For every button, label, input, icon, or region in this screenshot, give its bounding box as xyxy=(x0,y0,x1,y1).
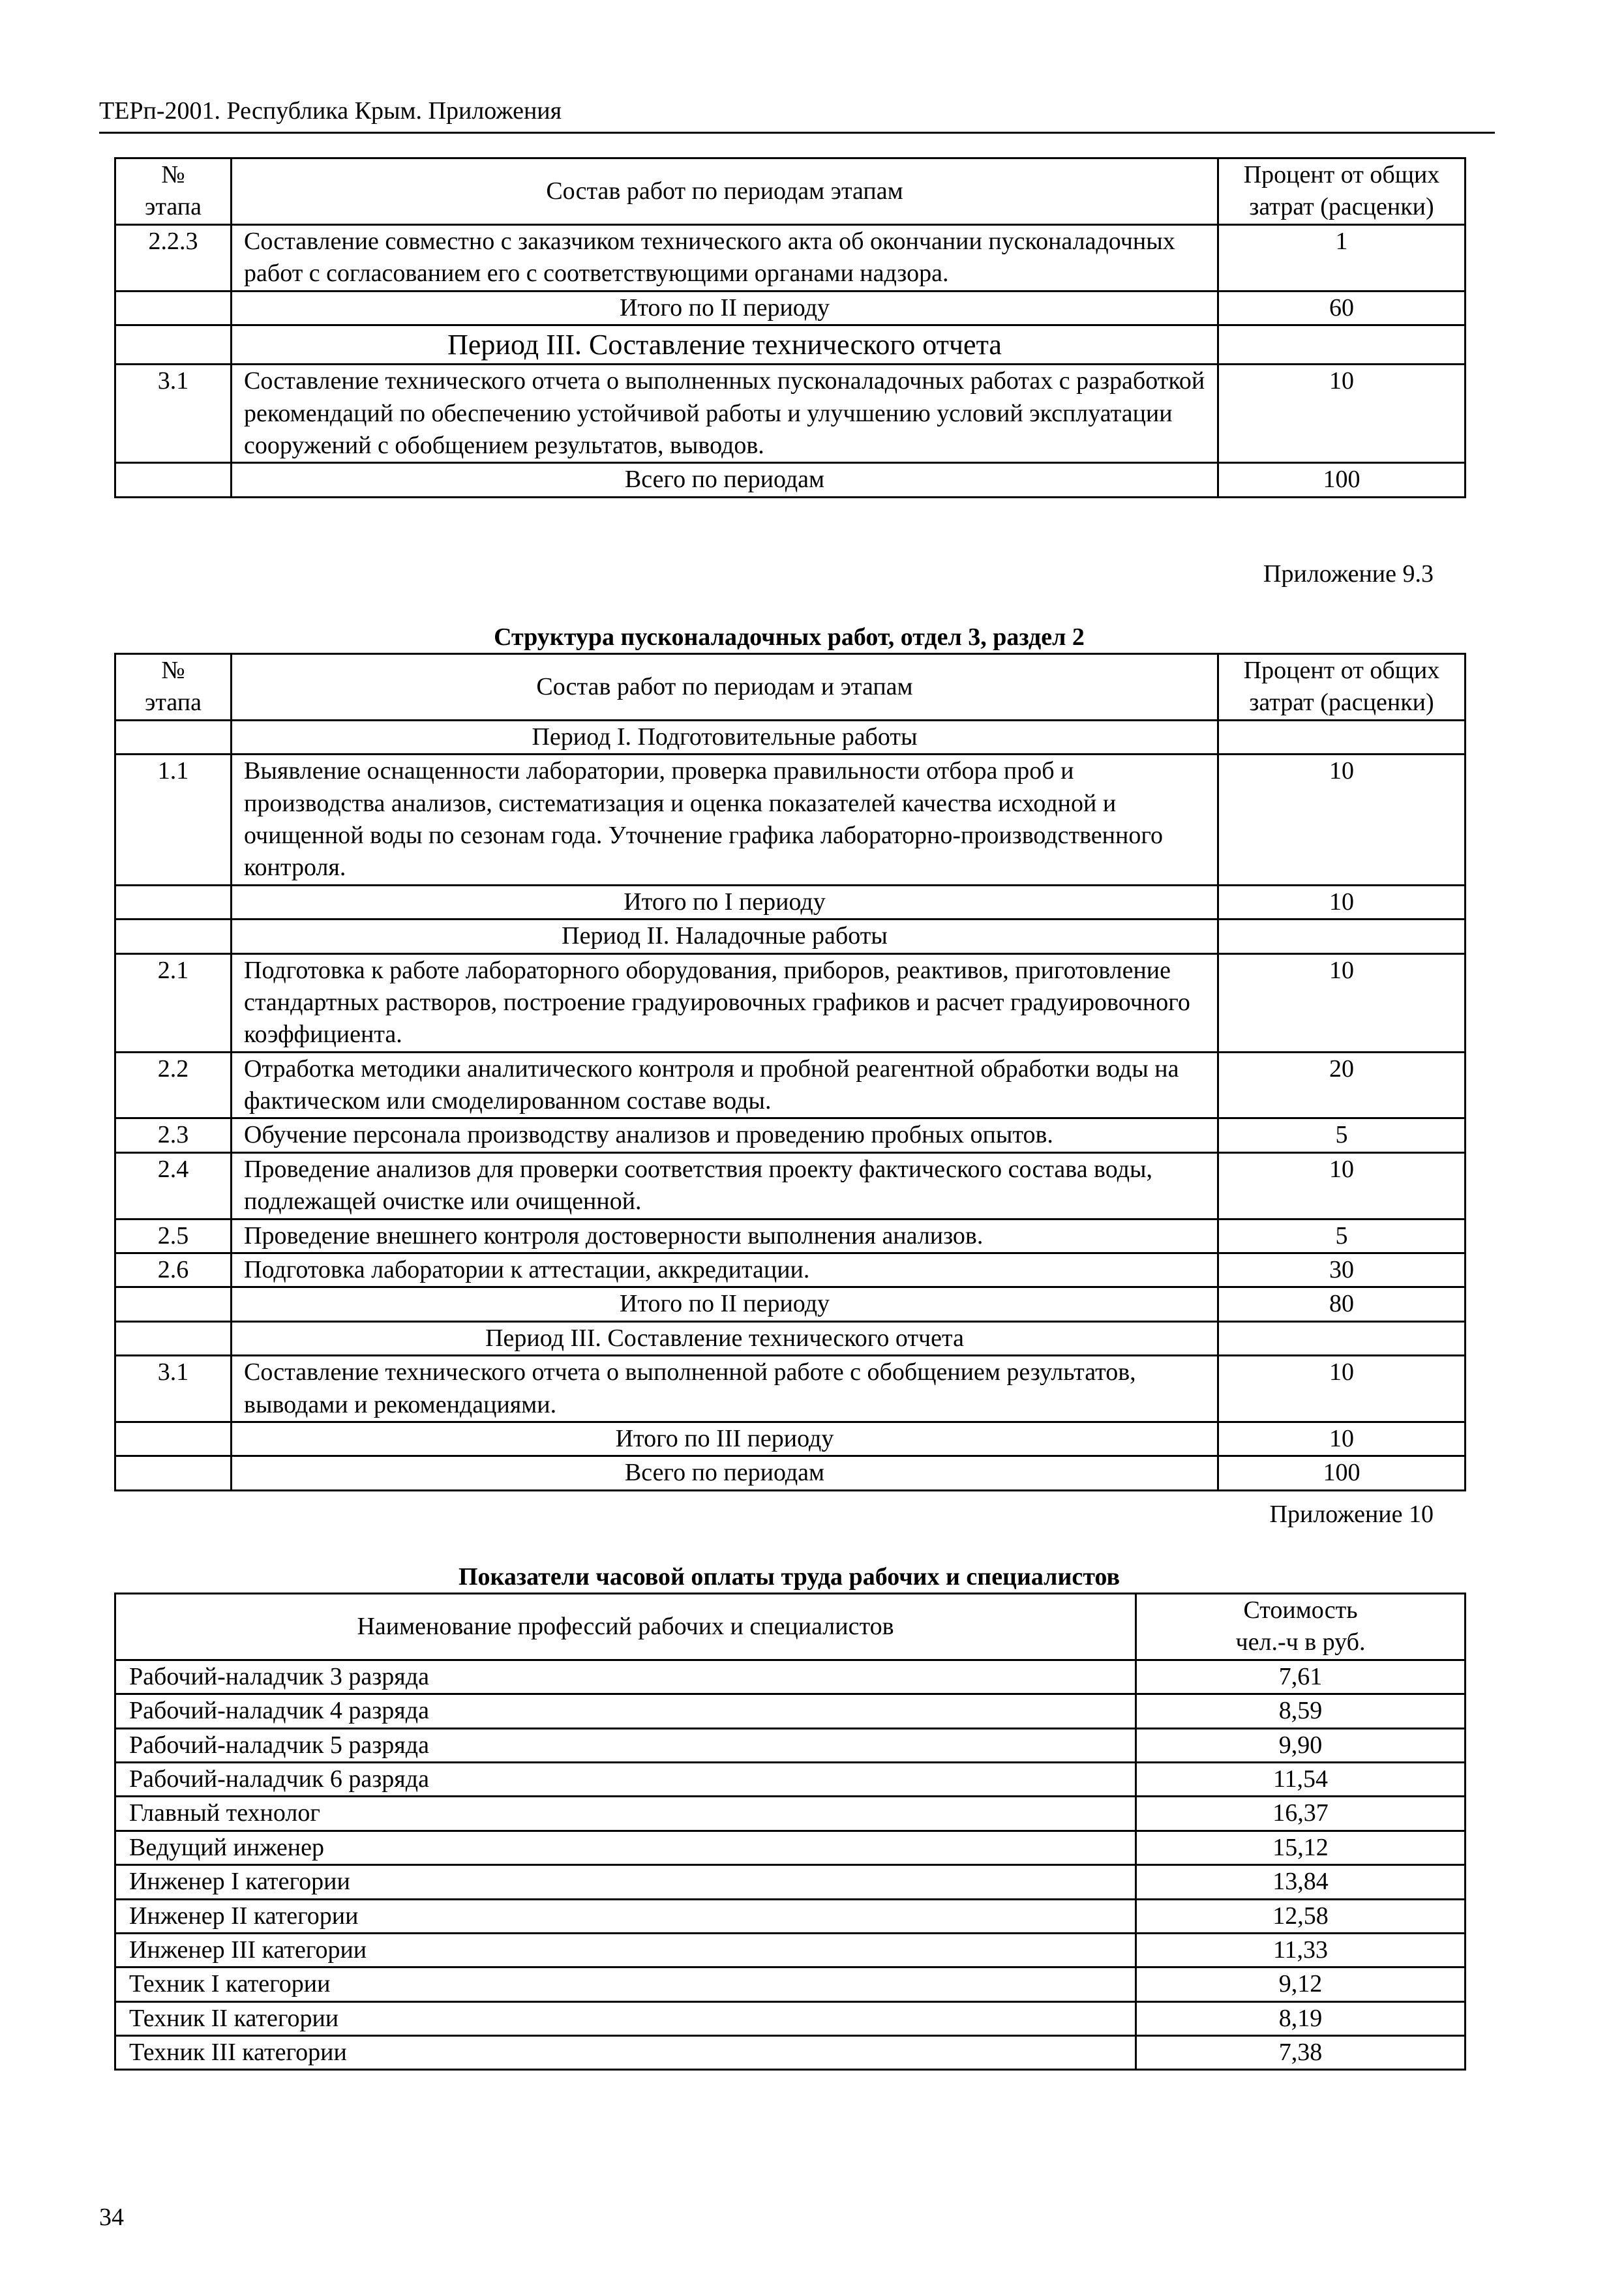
subtotal-row xyxy=(115,1422,1466,1456)
header-work-composition: Состав работ по периодам этапам xyxy=(232,158,1218,225)
stage-no: 2.1 xyxy=(115,953,232,1052)
period-1 xyxy=(115,720,1466,919)
table-row xyxy=(115,1219,1466,1253)
hourly-cost: 15,12 xyxy=(1136,1831,1466,1864)
period-title-row xyxy=(115,920,1466,953)
stage-percent: 30 xyxy=(1218,1253,1466,1287)
stage-no: 3.1 xyxy=(115,1356,232,1422)
table-row xyxy=(115,224,1466,291)
table-row xyxy=(115,1694,1466,1728)
appendix-10-label: Приложение 10 xyxy=(1269,1501,1434,1528)
stage-no: 2.2 xyxy=(115,1052,232,1118)
table-row xyxy=(115,1152,1466,1219)
stages-table-continued xyxy=(114,157,1464,498)
hourly-cost: 8,59 xyxy=(1136,1694,1466,1728)
stage-text: Подготовка лаборатории к аттестации, аккредитации. xyxy=(232,1253,1218,1287)
table-row xyxy=(115,1118,1466,1152)
profession-name: Рабочий-наладчик 5 разряда xyxy=(115,1728,1136,1762)
table-row xyxy=(115,1899,1466,1933)
table-row xyxy=(115,1762,1466,1796)
total-row xyxy=(115,463,1466,497)
period-title-row xyxy=(115,325,1466,364)
hourly-cost: 12,58 xyxy=(1136,1899,1466,1933)
period-title-row xyxy=(115,720,1466,754)
subtotal-value: 10 xyxy=(1218,885,1466,919)
period-title: Период II. Наладочные работы xyxy=(232,920,1218,953)
appendix-10-table-block xyxy=(114,1563,1464,2071)
stage-text: Выявление оснащенности лаборатории, проверка правильности отбора проб и производства анализов, систематизация и оценка показателей качества исходной и очищенной воды по сезонам года. Уточнение графика лабораторно-производственного контроля. xyxy=(232,755,1218,886)
stage-text: Обучение персонала производству анализов и проведению пробных опытов. xyxy=(232,1118,1218,1152)
header-cost: Стоимость чел.-ч в руб. xyxy=(1136,1594,1466,1660)
subtotal-row xyxy=(115,885,1466,919)
running-header: ТЕРп-2001. Республика Крым. Приложения xyxy=(99,97,1495,134)
stage-text: Составление технического отчета о выполненной работе с обобщением результатов, выводами и рекомендациями. xyxy=(232,1356,1218,1422)
hourly-cost: 9,90 xyxy=(1136,1728,1466,1762)
stage-percent: 10 xyxy=(1218,755,1466,886)
stage-text: Составление совместно с заказчиком технического акта об окончании пусконаладочных работ с согласованием его с соответствующими органами надзора. xyxy=(232,224,1218,291)
subtotal-row xyxy=(115,291,1466,325)
table-row xyxy=(115,755,1466,886)
profession-name: Ведущий инженер xyxy=(115,1831,1136,1864)
total-label: Всего по периодам xyxy=(232,463,1218,497)
table-row xyxy=(115,2001,1466,2035)
subtotal-value: 10 xyxy=(1218,1422,1466,1456)
stage-no: 2.4 xyxy=(115,1152,232,1219)
profession-name: Техник I категории xyxy=(115,1967,1136,2001)
header-percent: Процент от общих затрат (расценки) xyxy=(1218,654,1466,721)
stage-percent: 10 xyxy=(1218,953,1466,1052)
table-row xyxy=(115,1831,1466,1864)
table-caption: Структура пусконаладочных работ, отдел 3, раздел 2 xyxy=(494,623,1085,651)
profession-name: Техник III категории xyxy=(115,2036,1136,2070)
stage-percent: 1 xyxy=(1218,224,1466,291)
stage-percent: 10 xyxy=(1218,365,1466,463)
stage-text: Подготовка к работе лабораторного оборудования, приборов, реактивов, приготовление стандартных растворов, построение градуировочных графиков и расчет градуировочного коэффициента. xyxy=(232,953,1218,1052)
table-row xyxy=(115,2036,1466,2070)
profession-name: Главный технолог xyxy=(115,1797,1136,1831)
subtotal-value: 60 xyxy=(1218,291,1466,325)
hourly-cost: 7,38 xyxy=(1136,2036,1466,2070)
header-percent: Процент от общих затрат (расценки) xyxy=(1218,158,1466,225)
table-row xyxy=(115,1967,1466,2001)
stage-no: 2.6 xyxy=(115,1253,232,1287)
period-title: Период III. Составление технического отчета xyxy=(232,1321,1218,1355)
total-value: 100 xyxy=(1218,1456,1466,1490)
table-header-row xyxy=(115,654,1466,721)
table-row xyxy=(115,1253,1466,1287)
hourly-cost: 8,19 xyxy=(1136,2001,1466,2035)
profession-name: Инженер III категории xyxy=(115,1933,1136,1967)
subtotal-row xyxy=(115,1287,1466,1321)
header-stage-no: № этапа xyxy=(115,654,232,721)
appendix-9-3-table-block xyxy=(114,623,1464,1491)
stage-percent: 20 xyxy=(1218,1052,1466,1118)
total-label: Всего по периодам xyxy=(232,1456,1218,1490)
table-header-row xyxy=(115,1594,1466,1660)
subtotal-label: Итого по III периоду xyxy=(232,1422,1218,1456)
table-row xyxy=(115,953,1466,1052)
appendix-9-3-label: Приложение 9.3 xyxy=(1263,560,1434,588)
period-3 xyxy=(115,325,1466,462)
page-number: 34 xyxy=(99,2204,124,2231)
period-2 xyxy=(115,920,1466,1322)
hourly-cost: 11,33 xyxy=(1136,1933,1466,1967)
profession-name: Рабочий-наладчик 3 разряда xyxy=(115,1660,1136,1694)
table-header-row xyxy=(115,158,1466,225)
table-row xyxy=(115,1728,1466,1762)
stage-no: 3.1 xyxy=(115,365,232,463)
period-title: Период III. Составление технического отчета xyxy=(232,325,1218,364)
table-row xyxy=(115,1052,1466,1118)
table-row xyxy=(115,1865,1466,1899)
profession-name: Инженер I категории xyxy=(115,1865,1136,1899)
subtotal-value: 80 xyxy=(1218,1287,1466,1321)
stage-no: 2.3 xyxy=(115,1118,232,1152)
stage-percent: 5 xyxy=(1218,1219,1466,1253)
subtotal-label: Итого по II периоду xyxy=(232,291,1218,325)
stage-no: 1.1 xyxy=(115,755,232,886)
profession-name: Инженер II категории xyxy=(115,1899,1136,1933)
stage-percent: 10 xyxy=(1218,1152,1466,1219)
hourly-cost: 13,84 xyxy=(1136,1865,1466,1899)
stage-text: Составление технического отчета о выполненных пусконаладочных работах с разработкой рекомендаций по обеспечению устойчивой работы и улучшению условий эксплуатации сооружений с обобщением результатов, выводов. xyxy=(232,365,1218,463)
header-profession: Наименование профессий рабочих и специалистов xyxy=(115,1594,1136,1660)
header-work-composition: Состав работ по периодам и этапам xyxy=(232,654,1218,721)
period-title: Период I. Подготовительные работы xyxy=(232,720,1218,754)
subtotal-label: Итого по I периоду xyxy=(232,885,1218,919)
subtotal-label: Итого по II периоду xyxy=(232,1287,1218,1321)
stage-percent: 5 xyxy=(1218,1118,1466,1152)
stage-no: 2.2.3 xyxy=(115,224,232,291)
table-caption: Показатели часовой оплаты труда рабочих и специалистов xyxy=(458,1563,1120,1591)
table-row xyxy=(115,1356,1466,1422)
period-title-row xyxy=(115,1321,1466,1355)
profession-name: Рабочий-наладчик 6 разряда xyxy=(115,1762,1136,1796)
hourly-cost: 9,12 xyxy=(1136,1967,1466,2001)
hourly-cost: 7,61 xyxy=(1136,1660,1466,1694)
total-row xyxy=(115,1456,1466,1490)
period-2-tail xyxy=(115,224,1466,325)
hourly-cost: 16,37 xyxy=(1136,1797,1466,1831)
table-row xyxy=(115,1660,1466,1694)
table-row xyxy=(115,1933,1466,1967)
stage-text: Отработка методики аналитического контроля и пробной реагентной обработки воды на фактическом или смоделированном составе воды. xyxy=(232,1052,1218,1118)
hourly-cost: 11,54 xyxy=(1136,1762,1466,1796)
stage-no: 2.5 xyxy=(115,1219,232,1253)
period-3 xyxy=(115,1321,1466,1456)
stage-text: Проведение анализов для проверки соответствия проекту фактического состава воды, подлежащей очистке или очищенной. xyxy=(232,1152,1218,1219)
total-value: 100 xyxy=(1218,463,1466,497)
profession-name: Техник II категории xyxy=(115,2001,1136,2035)
stage-percent: 10 xyxy=(1218,1356,1466,1422)
stage-text: Проведение внешнего контроля достоверности выполнения анализов. xyxy=(232,1219,1218,1253)
table-row xyxy=(115,365,1466,463)
header-stage-no: № этапа xyxy=(115,158,232,225)
table-row xyxy=(115,1797,1466,1831)
profession-name: Рабочий-наладчик 4 разряда xyxy=(115,1694,1136,1728)
